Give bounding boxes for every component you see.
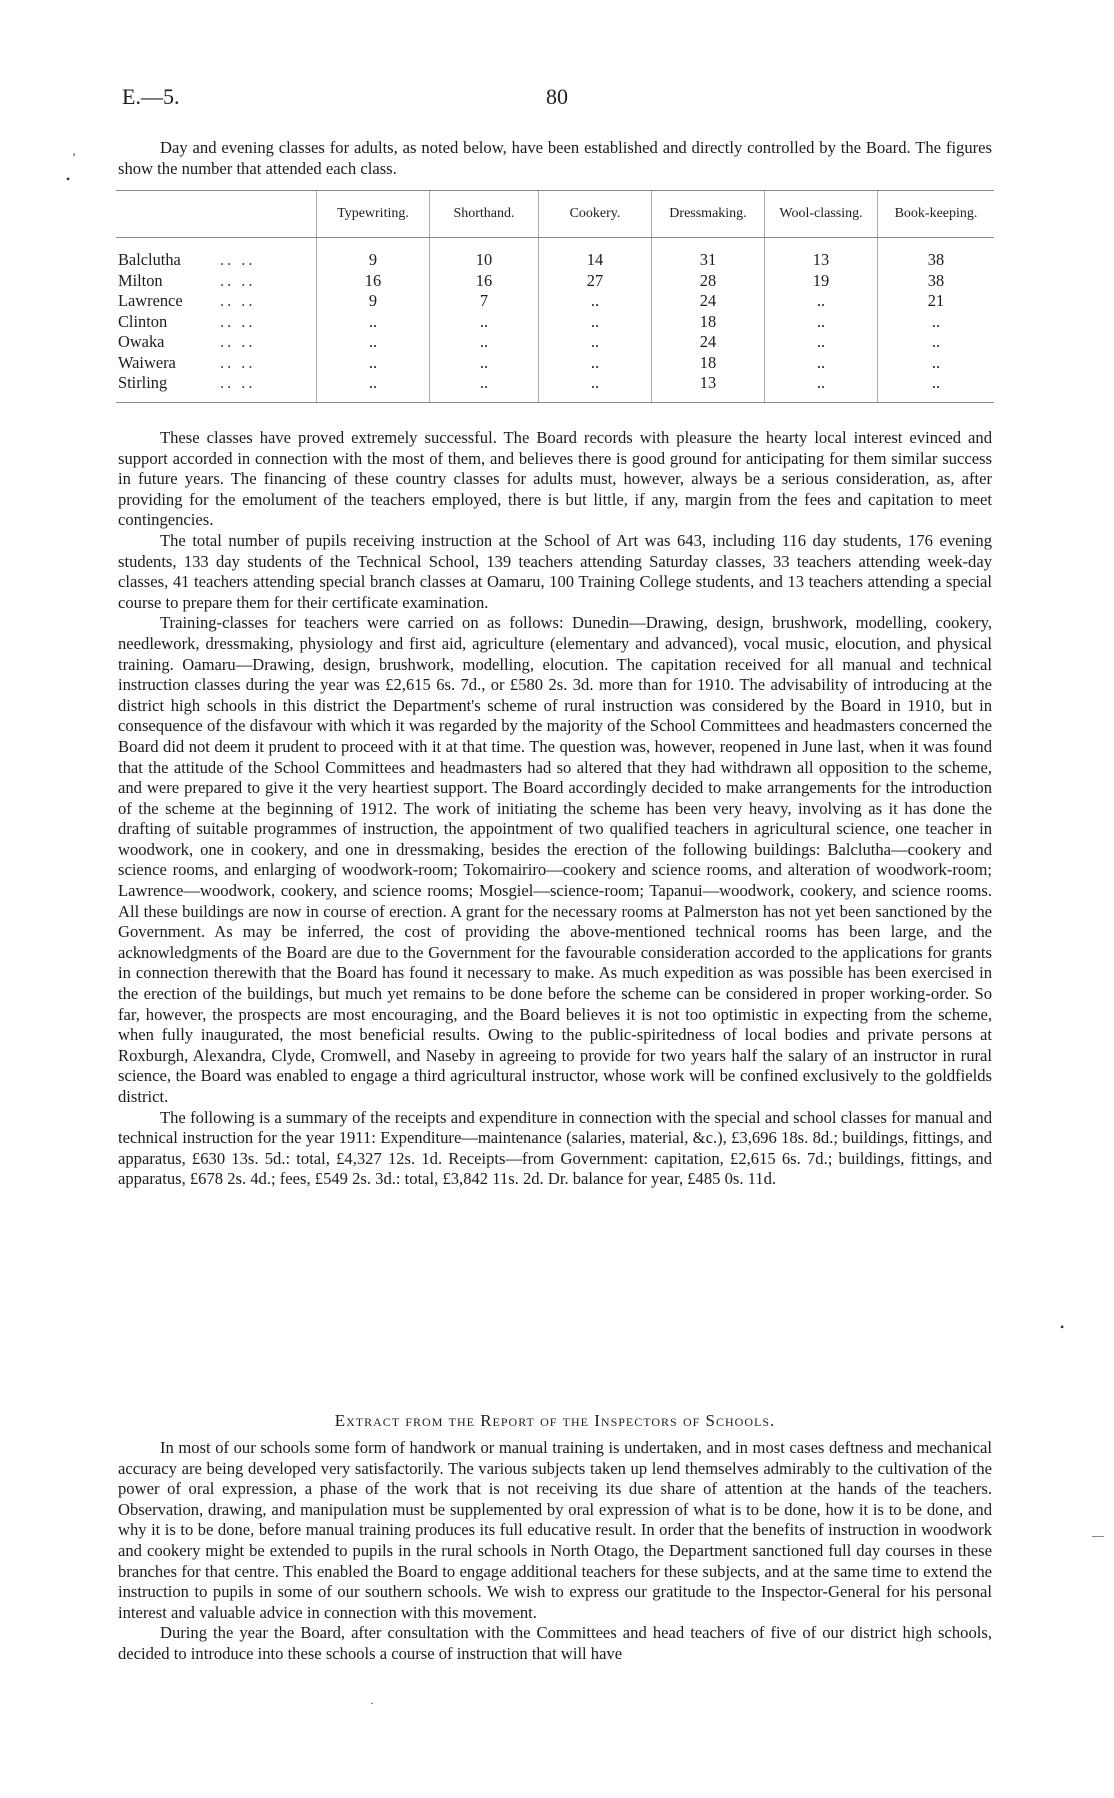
margin-speck: ·	[370, 1696, 374, 1710]
table-cell: ..	[430, 373, 539, 402]
dot-leader: .. ..	[220, 291, 256, 310]
table-cell: 7	[430, 291, 539, 312]
column-header: Cookery.	[539, 191, 652, 238]
paragraph: Training-classes for teachers were carried on as follows: Dunedin—Drawing, design, brushwork, modelling, cookery, needlework, dressmaking, physiology and first aid, agriculture (elementary and advanced), vocal music, elocution, and physical training. Oamaru—Drawing, design, brushwork, modelling, elocution. The capitation received for all manual and technical instruction classes during the year was £2,615 6s. 7d., or £580 2s. 3d. more than for 1910. The advisability of introducing at the district high schools in this district the Department's scheme of rural instruction was considered by the Board in 1910, but in consequence of the disfavour with which it was regarded by the majority of the School Committees and headmasters concerned the Board did not deem it prudent to proceed with it at that time. The question was, however, reopened in June last, when it was found that the attitude of the School Committees and headmasters had so altered that they had withdrawn all opposition to the scheme, and were prepared to give it the very heartiest support. The Board accordingly decided to make arrangements for the introduction of the scheme at the beginning of 1912. The work of initiating the scheme has been very heavy, involving as it has done the drafting of suitable programmes of instruction, the appointment of two qualified teachers in agricultural science, one teacher in woodwork, one in cookery, and one in dressmaking, besides the erection of the following buildings: Balclutha—cookery and science rooms, and enlarging of woodwork-room; Tokomairiro—cookery and science rooms, and alteration of woodwork-room; Lawrence—woodwork, cookery, and science rooms; Mosgiel—science-room; Tapanui—woodwork, cookery, and science rooms. All these buildings are now in course of erection. A grant for the necessary rooms at Palmerston has not yet been sanctioned by the Government. As may be inferred, the cost of providing the above-mentioned technical rooms has been large, and the acknowledgments of the Board are due to the Government for the favourable consideration accorded to the applications for grants in connection therewith that the Board has found it necessary to make. As much expedition as was possible has been exercised in the erection of the buildings, but much yet remains to be done before the scheme can be considered in proper working-order. So far, however, the prospects are most encouraging, and the Board believes it is not too optimistic in expecting from the scheme, when fully inaugurated, the most beneficial results. Owing to the public-spiritedness of local bodies and private persons at Roxburgh, Alexandra, Clyde, Cromwell, and Naseby in agreeing to provide for two years half the salary of an instructor in rural science, the Board was enabled to engage a third agricultural instructor, whose work will be confined exclusively to the goldfields district.	[118, 613, 992, 1106]
margin-speck: •	[1060, 1320, 1065, 1334]
place-name: Owaka	[118, 332, 165, 351]
place-name: Clinton	[118, 311, 168, 331]
table-cell: ..	[765, 373, 878, 402]
table-cell: ..	[430, 332, 539, 353]
table-cell: ..	[430, 312, 539, 333]
table-cell: ..	[878, 353, 995, 374]
table-cell: ..	[878, 373, 995, 402]
table-cell: ..	[539, 373, 652, 402]
paragraph: In most of our schools some form of handwork or manual training is undertaken, and in most cases deftness and mechanical accuracy are being developed very satisfactorily. The various subjects taken up lend themselves admirably to the cultivation of the power of oral expression, a phase of the work that is not receiving its due share of attention at the hands of the teachers. Observation, drawing, and manipulation must be supplemented by oral expression of what is to be done, how it is to be done, and why it is to be done, before manual training produces its full educative result. In order that the benefits of instruction in woodwork and cookery might be extended to pupils in the rural schools in North Otago, the Department sanctioned full day courses in these branches for that centre. This enabled the Board to engage additional teachers for these subjects, and at the same time to extend the instruction to pupils in some of our southern schools. We wish to express our gratitude to the Inspector-General for his personal interest and valuable advice in connection with this movement.	[118, 1438, 992, 1622]
table-cell: ..	[539, 332, 652, 353]
table-corner	[116, 191, 220, 238]
table-cell: ..	[765, 353, 878, 374]
place-name: Lawrence	[118, 291, 183, 310]
adult-classes-table	[116, 190, 994, 403]
margin-speck: ’	[72, 150, 76, 164]
table-cell: 38	[878, 238, 995, 271]
table-row	[116, 373, 994, 402]
margin-speck: •	[66, 172, 71, 186]
column-header: Typewriting.	[317, 191, 430, 238]
table-row	[116, 291, 994, 312]
table-row	[116, 353, 994, 374]
paragraph: The total number of pupils receiving instruction at the School of Art was 643, including 116 day students, 176 evening students, 133 day students of the Technical School, 139 teachers attending Saturday classes, 33 teachers attending week-day classes, 41 teachers attending special branch classes at Oamaru, 100 Training College students, and 13 teachers attending a special course to prepare them for their certificate examination.	[118, 530, 992, 612]
table-cell: ..	[878, 312, 995, 333]
table-cell: 16	[430, 271, 539, 292]
table-cell: 31	[652, 238, 765, 271]
place-name: Waiwera	[118, 352, 176, 372]
dot-leader: .. ..	[220, 352, 256, 372]
table-cell: 18	[652, 312, 765, 333]
table-cell: 13	[765, 238, 878, 271]
table-cell: 38	[878, 271, 995, 292]
section-heading: Extract from the Report of the Inspectors of Schools.	[334, 1411, 776, 1430]
table-cell: ..	[317, 373, 430, 402]
table-corner-leader	[220, 191, 317, 238]
table-cell: 14	[539, 238, 652, 271]
dot-leader: .. ..	[220, 270, 256, 290]
table-cell: 13	[652, 373, 765, 402]
table-row	[116, 238, 994, 271]
table-row	[116, 271, 994, 292]
table-cell: 9	[317, 291, 430, 312]
place-name: Milton	[118, 270, 163, 290]
table-cell: ..	[317, 332, 430, 353]
table-cell: 19	[765, 271, 878, 292]
table-cell: ..	[878, 332, 995, 353]
table-cell: 27	[539, 271, 652, 292]
inspectors-report-body	[118, 1438, 992, 1665]
margin-speck: —	[1092, 1528, 1104, 1542]
table-cell: 24	[652, 332, 765, 353]
table-cell: 21	[878, 291, 995, 312]
paragraph: The following is a summary of the receipts and expenditure in connection with the special and school classes for manual and technical instruction for the year 1911: Expenditure—maintenance (salaries, material, &c.), £3,696 18s. 8d.; buildings, fittings, and apparatus, £630 13s. 5d.: total, £4,327 12s. 1d. Receipts—from Government: capitation, £2,615 6s. 7d.; buildings, fittings, and apparatus, £678 2s. 4d.; fees, £549 2s. 3d.: total, £3,842 11s. 2d. Dr. balance for year, £485 0s. 11d.	[118, 1107, 992, 1189]
column-header: Wool-classing.	[765, 191, 878, 238]
table-cell: ..	[539, 291, 652, 312]
table-cell: ..	[539, 353, 652, 374]
table-cell: ..	[765, 332, 878, 353]
table-row	[116, 312, 994, 333]
dot-leader: .. ..	[220, 332, 256, 351]
place-name: Stirling	[116, 373, 220, 402]
place-name: Balclutha	[118, 250, 181, 269]
table-cell: 28	[652, 271, 765, 292]
table-cell: 18	[652, 353, 765, 374]
table-cell: ..	[430, 353, 539, 374]
table-cell: ..	[539, 312, 652, 333]
paragraph: These classes have proved extremely successful. The Board records with pleasure the hearty local interest evinced and support accorded in connection with the most of them, and believes there is good ground for anticipating for them similar success in future years. The financing of these country classes for adults must, however, always be a serious consideration, as, after providing for the emolument of the teachers employed, there is but little, if any, margin from the fees and capitation to meet contingencies.	[118, 428, 992, 530]
table-cell: ..	[765, 291, 878, 312]
page-number: 80	[546, 84, 568, 109]
paragraph: During the year the Board, after consultation with the Committees and head teachers of five of our district high schools, decided to introduce into these schools a course of instruction that will have	[118, 1623, 992, 1663]
table-cell: ..	[317, 312, 430, 333]
dot-leader: .. ..	[220, 250, 256, 269]
column-header: Dressmaking.	[652, 191, 765, 238]
dot-leader: .. ..	[220, 311, 256, 331]
column-header: Book-keeping.	[878, 191, 995, 238]
table-header-row	[116, 191, 994, 238]
table-cell: 16	[317, 271, 430, 292]
table-cell: 10	[430, 238, 539, 271]
table-cell: ..	[765, 312, 878, 333]
table-row	[116, 332, 994, 353]
dot-leader: .. ..	[220, 373, 317, 402]
table-cell: ..	[317, 353, 430, 374]
column-header: Shorthand.	[430, 191, 539, 238]
table-cell: 24	[652, 291, 765, 312]
intro-paragraph: Day and evening classes for adults, as noted below, have been established and directly controlled by the Board. The figures show the number that attended each class.	[118, 138, 992, 178]
table-cell: 9	[317, 238, 430, 271]
document-reference: E.—5.	[122, 84, 180, 109]
board-report-body	[118, 428, 992, 1190]
